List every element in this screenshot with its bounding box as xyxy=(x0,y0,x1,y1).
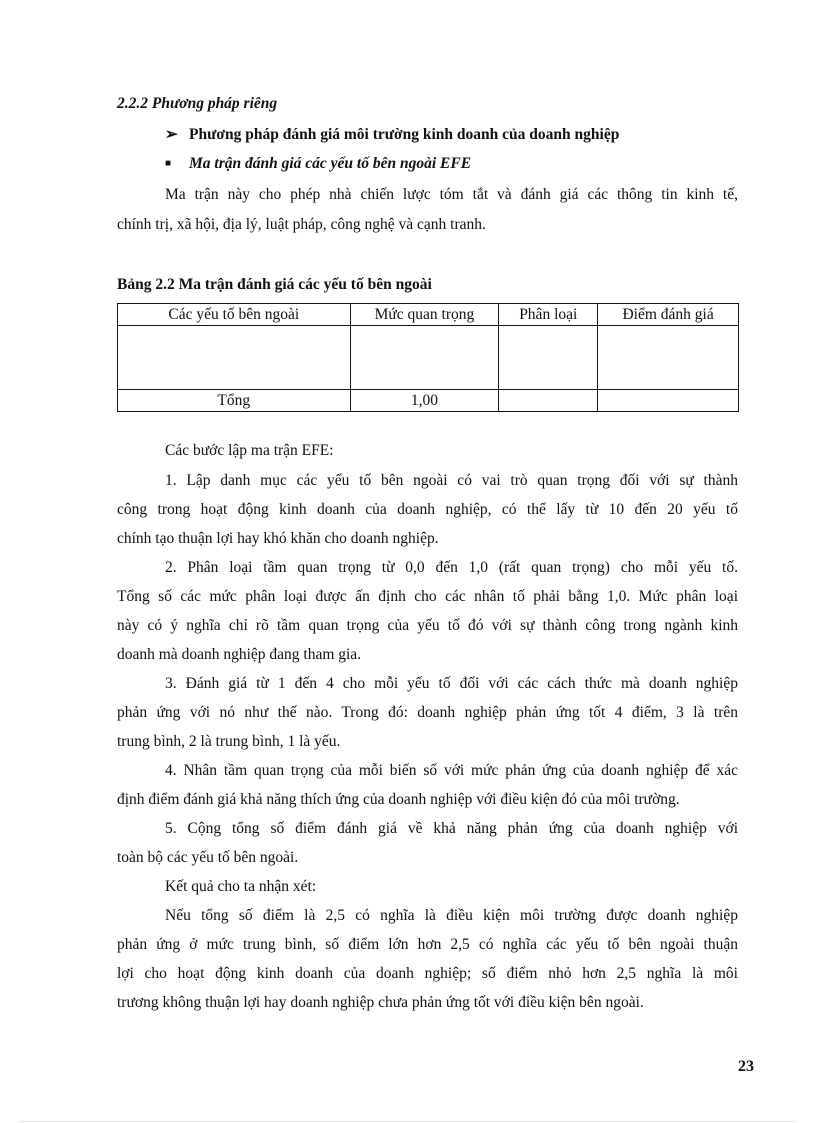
result-line: trương không thuận lợi hay doanh nghiệp chưa phản ứng tốt với điều kiện bên ngoài. xyxy=(117,994,644,1011)
result-line: lợi cho hoạt động kinh doanh của doanh nghiệp; số điểm nhỏ hơn 2,5 nghĩa là môi xyxy=(117,965,738,982)
step-1-line: chính tạo thuận lợi hay khó khăn cho doanh nghiệp. xyxy=(117,530,439,547)
section-heading: 2.2.2 Phương pháp riêng xyxy=(117,95,278,112)
page-bottom-divider xyxy=(20,1121,796,1122)
step-2-line: doanh mà doanh nghiệp đang tham gia. xyxy=(117,646,362,663)
table-header-cell: Điểm đánh giá xyxy=(598,304,739,326)
table-cell xyxy=(118,326,351,390)
step-5-line: toàn bộ các yếu tố bên ngoài. xyxy=(117,849,299,866)
step-3-line: phản ứng với nó như thế nào. Trong đó: doanh nghiệp phản ứng tốt 4 điểm, 3 là trên xyxy=(117,704,738,721)
table-cell xyxy=(350,326,499,390)
step-3-line: 3. Đánh giá từ 1 đến 4 cho mỗi yếu tố đối với các cách thức mà doanh nghiệp xyxy=(165,675,738,692)
efe-matrix-table xyxy=(117,303,739,412)
bullet-subheading-text: Ma trận đánh giá các yếu tố bên ngoài EFE xyxy=(189,155,472,172)
result-intro: Kết quả cho ta nhận xét: xyxy=(165,878,317,895)
bullet-heading-efe xyxy=(165,155,471,173)
step-2-line: này có ý nghĩa chỉ rõ tầm quan trọng của yếu tố đó với sự thành công trong ngành kinh xyxy=(117,617,738,634)
step-2-line: 2. Phân loại tầm quan trọng từ 0,0 đến 1,0 (rất quan trọng) cho mỗi yếu tố. xyxy=(165,559,738,576)
step-5-line: 5. Cộng tổng số điểm đánh giá về khả năng phản ứng của doanh nghiệp với xyxy=(165,820,738,837)
table-header-cell: Phân loại xyxy=(499,304,598,326)
intro-paragraph-line: chính trị, xã hội, địa lý, luật pháp, công nghệ và cạnh tranh. xyxy=(117,216,486,233)
total-value-cell: 1,00 xyxy=(350,390,499,412)
table-cell xyxy=(499,390,598,412)
steps-intro: Các bước lập ma trận EFE: xyxy=(165,442,334,459)
table-total-row xyxy=(118,390,739,412)
arrow-bullet-icon: ➢ xyxy=(165,126,178,143)
step-4-line: 4. Nhân tầm quan trọng của mỗi biến số với mức phản ứng của doanh nghiệp để xác xyxy=(165,762,738,779)
bullet-heading-environment xyxy=(165,125,619,144)
table-header-cell: Mức quan trọng xyxy=(350,304,499,326)
table-cell xyxy=(499,326,598,390)
step-1-line: công trong hoạt động kinh doanh của doanh nghiệp, có thể lấy từ 10 đến 20 yếu tố xyxy=(117,501,738,518)
table-empty-row xyxy=(118,326,739,390)
square-bullet-icon: ■ xyxy=(165,158,172,169)
intro-paragraph-line: Ma trận này cho phép nhà chiến lược tóm tắt và đánh giá các thông tin kinh tế, xyxy=(165,186,738,203)
table-cell xyxy=(598,326,739,390)
table-header-cell: Các yếu tố bên ngoài xyxy=(118,304,351,326)
step-3-line: trung bình, 2 là trung bình, 1 là yếu. xyxy=(117,733,341,750)
step-2-line: Tổng số các mức phân loại được ấn định cho các nhân tố phải bằng 1,0. Mức phân loại xyxy=(117,588,738,605)
result-line: phản ứng ở mức trung bình, số điểm lớn hơn 2,5 có nghĩa các yếu tố bên ngoài thuận xyxy=(117,936,738,953)
step-1-line: 1. Lập danh mục các yếu tố bên ngoài có vai trò quan trọng đối với sự thành xyxy=(165,472,738,489)
table-cell xyxy=(598,390,739,412)
step-4-line: định điểm đánh giá khả năng thích ứng của doanh nghiệp với điều kiện đó của môi trường. xyxy=(117,791,680,808)
table-caption: Bảng 2.2 Ma trận đánh giá các yếu tố bên ngoài xyxy=(117,276,432,293)
result-line: Nếu tổng số điểm là 2,5 có nghĩa là điều kiện môi trường được doanh nghiệp xyxy=(165,907,738,924)
bullet-heading-text: Phương pháp đánh giá môi trường kinh doanh của doanh nghiệp xyxy=(189,126,620,143)
page-number: 23 xyxy=(738,1058,754,1075)
table-header-row xyxy=(118,304,739,326)
total-label-cell: Tổng xyxy=(118,390,351,412)
